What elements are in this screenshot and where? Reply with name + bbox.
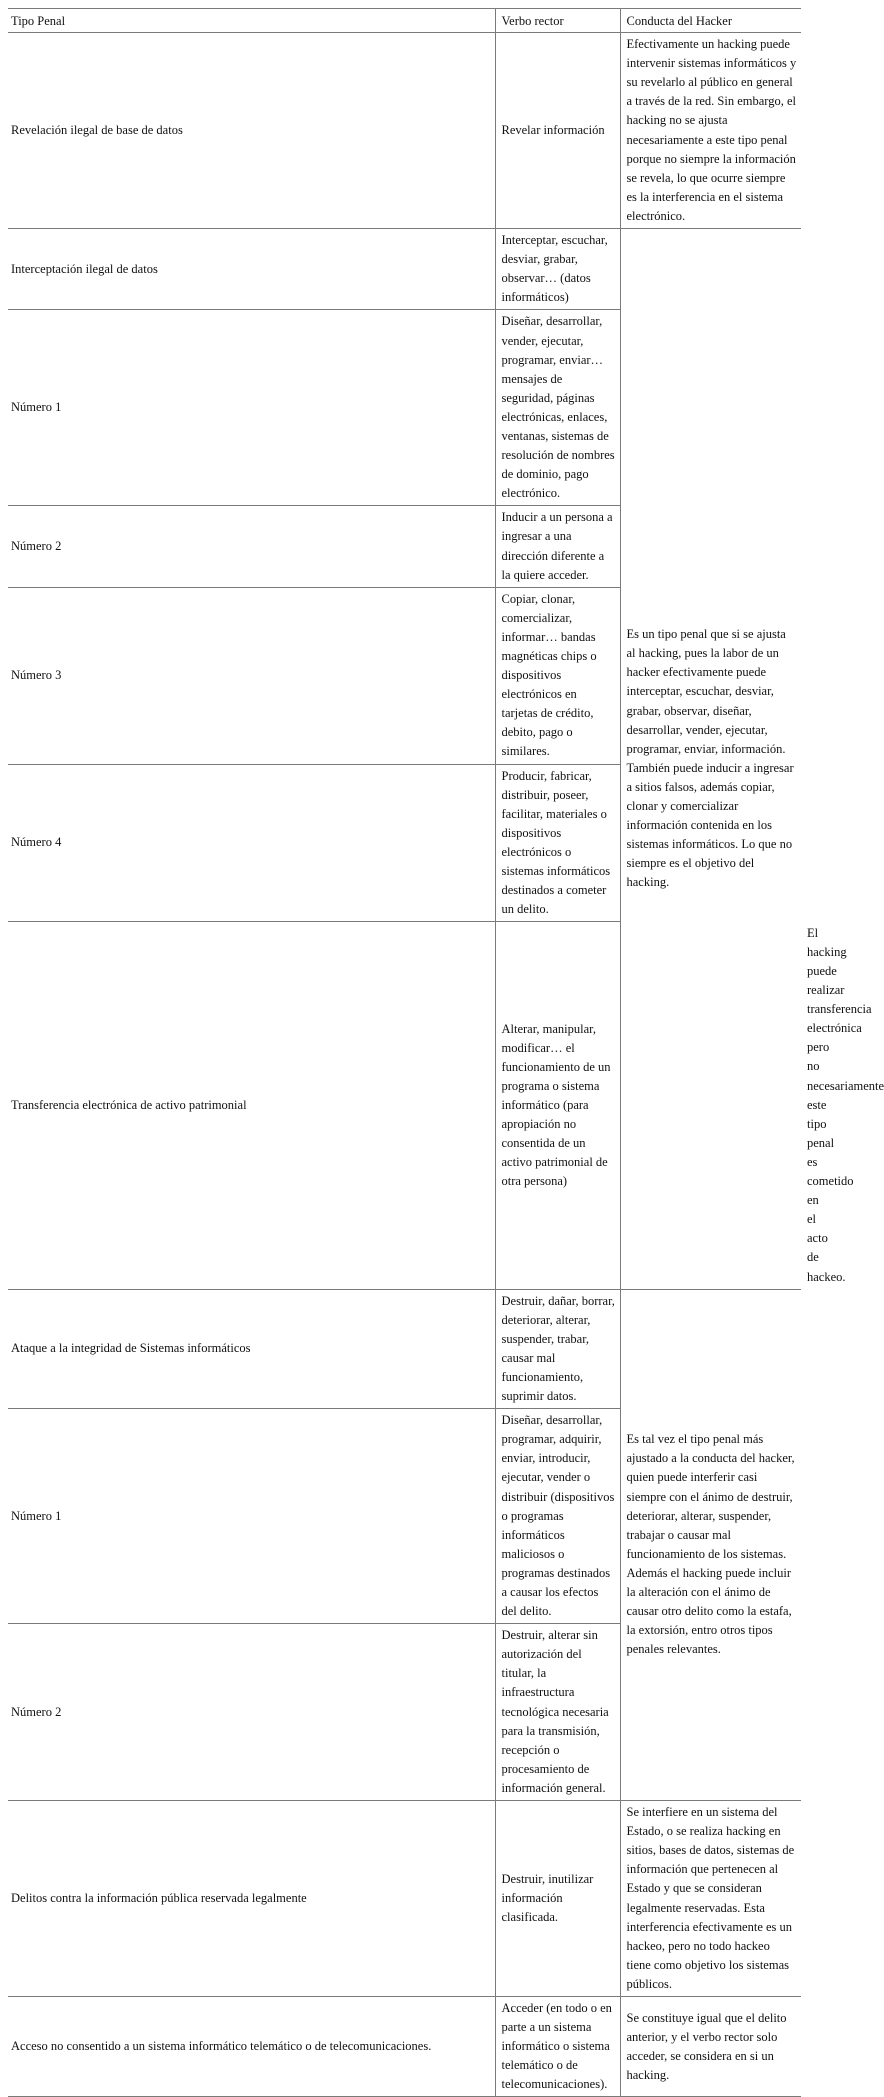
tipo-penal-cell: Número 2: [8, 506, 495, 587]
header-verbo-rector: Verbo rector: [495, 9, 620, 33]
verbo-rector-cell: Destruir, inutilizar información clasificada.: [495, 1801, 620, 1997]
verbo-rector-cell: Diseñar, desarrollar, vender, ejecutar, programar, enviar… mensajes de seguridad, páginas electrónicas, enlaces, ventanas, sistemas de resolución de nombres de dominio, pago electrónico.: [495, 310, 620, 506]
penal-types-table: [8, 8, 884, 2097]
table-row: [8, 1996, 801, 2096]
table-row: [8, 1289, 801, 1409]
table-row: Transferencia electrónica de activo patrimonial Alterar, manipular, modificar… el funcionamiento de un programa o sistema informático (para apropiación no consentida de un activo patrimonial de otra persona) El hacking puede realizar transferencia electrónica pero no necesariamente este tipo penal es cometido en el acto de hackeo.: [8, 922, 801, 1289]
tipo-penal-cell: Revelación ilegal de base de datos: [8, 33, 495, 229]
conducta-cell: Se interfiere en un sistema del Estado, o se realiza hacking en sitios, bases de datos, sistemas de información que pertenecen al Estado y que se consideran legalmente reservadas. Esta interferencia efectivamente es un hackeo, pero no todo hackeo tiene como objetivo los sistemas públicos.: [620, 1801, 801, 1997]
table-row: [8, 33, 801, 229]
tipo-penal-cell: Número 1: [8, 1409, 495, 1624]
conducta-cell: Es tal vez el tipo penal más ajustado a la conducta del hacker, quien puede interferir casi siempre con el ánimo de destruir, deteriorar, alterar, suspender, trabajar o causar mal funcionamiento de los sistemas. Además el hacking puede incluir la alteración con el ánimo de causar otro delito como la estafa, la extorsión, entro otros tipos penales relevantes.: [620, 1289, 801, 1800]
verbo-rector-cell: Interceptar, escuchar, desviar, grabar, observar… (datos informáticos): [495, 229, 620, 310]
conducta-cell: Efectivamente un hacking puede intervenir sistemas informáticos y su revelarlo al público en general a través de la red. Sin embargo, el hacking no se ajusta necesariamente a este tipo penal porque no siempre la información se revela, lo que ocurre siempre es la interferencia en el sistema electrónico.: [620, 33, 801, 229]
verbo-rector-cell: Producir, fabricar, distribuir, poseer, facilitar, materiales o dispositivos electrónicos o sistemas informáticos destinados a cometer un delito.: [495, 764, 620, 922]
tipo-penal-cell: Interceptación ilegal de datos: [8, 229, 495, 310]
header-conducta-hacker: Conducta del Hacker: [620, 9, 801, 33]
tipo-penal-cell: Número 3: [8, 587, 495, 764]
tipo-penal-cell: Número 1: [8, 310, 495, 506]
table-row: [8, 1801, 801, 1997]
tipo-penal-cell: Número 2: [8, 1624, 495, 1801]
tipo-penal-cell: Delitos contra la información pública reservada legalmente: [8, 1801, 495, 1997]
verbo-rector-cell: Acceder (en todo o en parte a un sistema informático o sistema telemático o de telecomunicaciones).: [495, 1996, 620, 2096]
verbo-rector-cell: Destruir, dañar, borrar, deteriorar, alterar, suspender, trabar, causar mal funcionamiento, suprimir datos.: [495, 1289, 620, 1409]
verbo-rector-cell: Alterar, manipular, modificar… el funcionamiento de un programa o sistema informático (para apropiación no consentida de un activo patrimonial de otra persona): [495, 922, 620, 1289]
verbo-rector-cell: Diseñar, desarrollar, programar, adquirir, enviar, introducir, ejecutar, vender o distribuir (dispositivos o programas informáticos maliciosos o programas destinados a causar los efectos del delito.: [495, 1409, 620, 1624]
verbo-rector-cell: Copiar, clonar, comercializar, informar… bandas magnéticas chips o dispositivos electrónicos en tarjetas de crédito, debito, pago o similares.: [495, 587, 620, 764]
conducta-cell: Es un tipo penal que si se ajusta al hacking, pues la labor de un hacker efectivamente puede interceptar, escuchar, desviar, grabar, observar, diseñar, desarrollar, vender, ejecutar, programar, enviar, información. También puede inducir a ingresar a sitios falsos, además copiar, clonar y comercializar información contenida en los sistemas informáticos. Lo que no siempre es el objetivo del hacking.: [620, 229, 801, 1290]
verbo-rector-cell: Destruir, alterar sin autorización del titular, la infraestructura tecnológica necesaria para la transmisión, recepción o procesamiento de información general.: [495, 1624, 620, 1801]
table-row: [8, 229, 801, 310]
verbo-rector-cell: Inducir a un persona a ingresar a una dirección diferente a la quiere acceder.: [495, 506, 620, 587]
verbo-rector-cell: Revelar información: [495, 33, 620, 229]
header-tipo-penal: Tipo Penal: [8, 9, 495, 33]
conducta-cell: Se constituye igual que el delito anterior, y el verbo rector solo acceder, se considera en si un hacking.: [620, 1996, 801, 2096]
tipo-penal-cell: Transferencia electrónica de activo patrimonial: [8, 922, 495, 1289]
tipo-penal-cell: Ataque a la integridad de Sistemas informáticos: [8, 1289, 495, 1409]
tipo-penal-cell: Acceso no consentido a un sistema informático telemático o de telecomunicaciones.: [8, 1996, 495, 2096]
table-header-row: [8, 9, 801, 33]
tipo-penal-cell: Número 4: [8, 764, 495, 922]
